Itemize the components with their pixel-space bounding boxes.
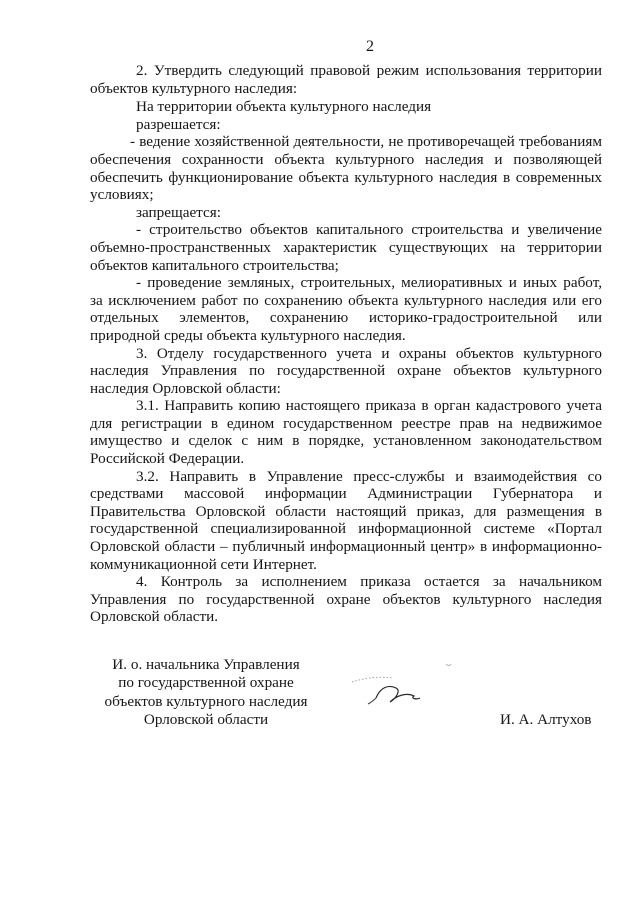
paragraph-allowed-item: - ведение хозяйственной деятельности, не противоречащей требованиям обеспечения сохранности объекта культурного наследия и позволяющей обеспечить функционирование объекта культурного наследия в современных условиях; bbox=[90, 133, 602, 204]
paragraph-territory: На территории объекта культурного наследия bbox=[136, 98, 432, 116]
signatory-name: И. А. Алтухов bbox=[500, 711, 592, 728]
paragraph-forbidden-heading: запрещается: bbox=[136, 203, 221, 221]
paragraph-item-4: 4. Контроль за исполнением приказа остается за начальником Управления по государственной охране объектов культурного наследия Орловской области. bbox=[90, 573, 602, 626]
paragraph-forbidden-item-2: - проведение земляных, строительных, мелиоративных и иных работ, за исключением работ по сохранению объекта культурного наследия или его отдельных элементов, сохранению историко-градостроительной или природной среды объекта культурного наследия. bbox=[90, 274, 602, 344]
signatory-title bbox=[88, 656, 324, 730]
signatory-title-line: объектов культурного наследия bbox=[104, 692, 308, 710]
page-number: 2 bbox=[366, 38, 374, 55]
signatory-title-line: Орловской области bbox=[143, 711, 269, 729]
paragraph-item-3-2: 3.2. Направить в Управление пресс-службы и взаимодействия со средствами массовой информации Администрации Губернатора и Правительства Орловской области настоящий приказ, для размещения в государственной специализированной информационной системе «Портал Орловской области – публичный информационный центр» в информационно-коммуникационной сети Интернет. bbox=[90, 467, 602, 573]
paragraph-item-2: 2. Утвердить следующий правовой режим использования территории объектов культурного наследия: bbox=[90, 62, 602, 97]
paragraph-item-3-1: 3.1. Направить копию настоящего приказа в орган кадастрового учета для регистрации в едином государственном реестре прав на недвижимое имущество и сделок с ним в порядке, установленном законодательством Российской Федерации. bbox=[90, 397, 602, 468]
signatory-title-line: по государственной охране bbox=[118, 674, 294, 692]
paragraph-allowed-heading: разрешается: bbox=[136, 115, 221, 133]
handwritten-signature bbox=[334, 660, 454, 720]
paragraph-forbidden-item-1: - строительство объектов капитального строительства и увеличение объемно-пространственных характеристик существующих на территории объектов капитального строительства; bbox=[90, 221, 602, 274]
paragraph-item-3: 3. Отделу государственного учета и охраны объектов культурного наследия Управления по государственной охране объектов культурного наследия Орловской области: bbox=[90, 344, 602, 397]
signatory-title-line: И. о. начальника Управления bbox=[112, 656, 300, 673]
